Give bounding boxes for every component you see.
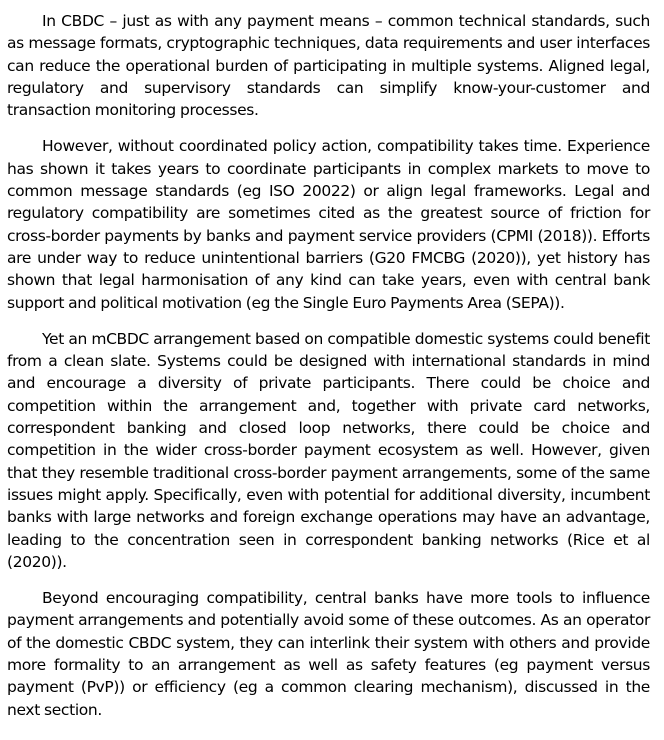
paragraph-central-bank-tools: Beyond encouraging compatibility, central banks have more tools to influence payment arrangements and potentially avoid some of these outcomes. As an operator of the domestic CBDC system, they can interlink their system with others and provide more formality to an arrangement as well as safety features (eg payment versus payment (PvP)) or efficiency (eg a common clearing mechanism), discussed in the next section. [7, 589, 650, 719]
paragraph-technical-standards: In CBDC – just as with any payment means – common technical standards, such as message formats, cryptographic techniques, data requirements and user interfaces can reduce the operational burden of participating in multiple systems. Aligned legal, regulatory and supervisory standards can simplify know-your-customer and transaction monitoring processes. [7, 12, 650, 120]
paragraph-compatibility-takes-time: However, without coordinated policy action, compatibility takes time. Experience has shown it takes years to coordinate participants in complex markets to move to common message standards (eg ISO 20022) or align legal frameworks. Legal and regulatory compatibility are sometimes cited as the greatest source of friction for cross-border payments by banks and payment service providers (CPMI (2018)). Efforts are under way to reduce unintentional barriers (G20 FMCBG (2020)), yet history has shown that legal harmonisation of any kind can take years, even with central bank support and political motivation (eg the Single Euro Payments Area (SEPA)). [7, 137, 650, 312]
document-body [7, 10, 650, 721]
paragraph-mcbdc-clean-slate: Yet an mCBDC arrangement based on compatible domestic systems could benefit from a clean slate. Systems could be designed with international standards in mind and encourage a diversity of private participants. There could be choice and competition within the arrangement and, together with private card networks, correspondent banking and closed loop networks, there could be choice and competition in the wider cross-border payment ecosystem as well. However, given that they resemble traditional cross-border payment arrangements, some of the same issues might apply. Specifically, even with potential for additional diversity, incumbent banks with large networks and foreign exchange operations may have an advantage, leading to the concentration seen in correspondent banking networks (Rice et al (2020)). [7, 329, 650, 571]
